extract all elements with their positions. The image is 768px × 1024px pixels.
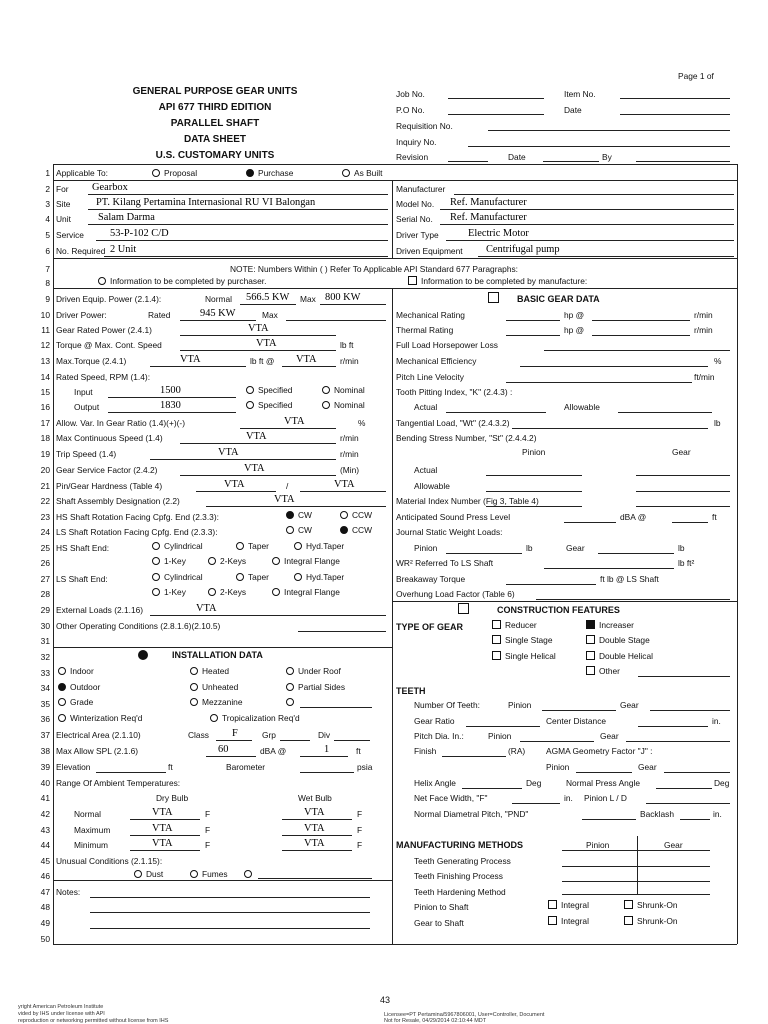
wr2-label: WR² Referred To LS Shaft <box>396 558 494 568</box>
service-value[interactable]: 53-P-102 C/D <box>110 228 169 239</box>
gear-rated-power-label: Gear Rated Power (2.4.1) <box>56 325 152 335</box>
grade-option[interactable]: Grade <box>58 697 93 707</box>
output-specified-option[interactable]: Specified <box>246 400 292 410</box>
minimum-dry-value[interactable]: VTA <box>152 838 173 849</box>
page-footer-number: 43 <box>380 995 391 1005</box>
serial-no-label: Serial No. <box>396 214 433 224</box>
radio-unchecked-icon <box>272 557 280 565</box>
manufacturer-legend: Information to be completed by manufacture: <box>408 276 587 286</box>
applicable-to-label: Applicable To: <box>56 168 108 178</box>
manufacturer-label: Manufacturer <box>396 184 446 194</box>
radio-unchecked-icon <box>152 588 160 596</box>
radio-unchecked-icon <box>286 667 294 675</box>
radio-unchecked-icon <box>342 169 350 177</box>
radio-unchecked-icon <box>246 401 254 409</box>
other-install-option[interactable] <box>286 697 298 707</box>
construction-features-heading: CONSTRUCTION FEATURES <box>458 603 620 615</box>
driven-equipment-value[interactable]: Centrifugal pump <box>486 244 560 255</box>
as-built-option[interactable]: As Built <box>342 168 382 178</box>
mezzanine-option[interactable]: Mezzanine <box>190 697 243 707</box>
radio-unchecked-icon <box>190 667 198 675</box>
item-no-label: Item No. <box>564 89 596 99</box>
gear-rated-power-value[interactable]: VTA <box>248 323 269 334</box>
section-marker-icon <box>138 650 148 660</box>
maximum-dry-value[interactable]: VTA <box>152 823 173 834</box>
gear-shrunk-checkbox[interactable]: Shrunk-On <box>624 916 678 926</box>
driver-type-value[interactable]: Electric Motor <box>468 228 529 239</box>
allow-var-value[interactable]: VTA <box>284 416 305 427</box>
for-value[interactable]: Gearbox <box>92 182 128 193</box>
unit-value[interactable]: Salam Darma <box>98 212 155 223</box>
normal-power-value[interactable]: 566.5 KW <box>246 292 290 303</box>
radio-unchecked-icon <box>190 683 198 691</box>
pinion-hardness-value[interactable]: VTA <box>224 479 245 490</box>
max-spl-label: Max Allow SPL (2.1.6) <box>56 746 139 756</box>
input-specified-option[interactable]: Specified <box>246 385 292 395</box>
allow-var-label: Allow. Var. In Gear Ratio (1.4)(+)(-) <box>56 418 185 428</box>
service-factor-label: Gear Service Factor (2.4.2) <box>56 465 158 475</box>
radio-checked-icon <box>246 169 254 177</box>
other-gear-checkbox[interactable]: Other <box>586 666 620 676</box>
breakaway-torque-label: Breakaway Torque <box>396 574 466 584</box>
gear-integral-checkbox[interactable]: Integral <box>548 916 589 926</box>
model-no-value[interactable]: Ref. Manufacturer <box>450 197 527 208</box>
checkbox-unchecked-icon <box>492 635 501 644</box>
radio-unchecked-icon <box>134 870 142 878</box>
hs-1key-option[interactable]: 1-Key <box>152 556 186 566</box>
purchaser-legend: Information to be completed by purchaser. <box>98 276 266 286</box>
hs-cylindrical-option[interactable]: Cylindrical <box>152 541 203 551</box>
sound-press-level-label: Anticipated Sound Press Level <box>396 512 511 522</box>
checkbox-unchecked-icon <box>624 916 633 925</box>
fumes-option[interactable]: Fumes <box>190 869 228 879</box>
increaser-checkbox[interactable]: Increaser <box>586 620 634 630</box>
elevation-label: Elevation <box>56 762 91 772</box>
journal-weight-label: Journal Static Weight Loads: <box>396 527 503 537</box>
under-roof-option[interactable]: Under Roof <box>286 666 341 676</box>
radio-checked-icon <box>286 511 294 519</box>
hs-shaft-end-label: HS Shaft End: <box>56 543 110 553</box>
by-label: By <box>602 152 612 162</box>
winterization-option[interactable]: Winterization Req'd <box>58 713 142 723</box>
input-nominal-option[interactable]: Nominal <box>322 385 365 395</box>
max-torque-label: Max.Torque (2.4.1) <box>56 356 127 366</box>
service-factor-value[interactable]: VTA <box>244 463 265 474</box>
radio-unchecked-icon <box>58 714 66 722</box>
radio-unchecked-icon <box>208 588 216 596</box>
trip-speed-value[interactable]: VTA <box>218 447 239 458</box>
basic-gear-data-heading: BASIC GEAR DATA <box>488 292 600 304</box>
radio-unchecked-icon <box>322 401 330 409</box>
checkbox-unchecked-icon <box>492 651 501 660</box>
ls-ccw-option[interactable]: CCW <box>340 525 372 535</box>
no-required-value[interactable]: 2 Unit <box>110 244 137 255</box>
bending-stress-label: Bending Stress Number, "St" (2.4.4.2) <box>396 433 537 443</box>
radio-unchecked-icon <box>286 683 294 691</box>
single-helical-checkbox[interactable]: Single Helical <box>492 651 556 661</box>
overhung-load-label: Overhung Load Factor (Table 6) <box>396 589 515 599</box>
copyright-line-3: reproduction or networking permitted without license from IHS <box>18 1018 169 1024</box>
no-required-label: No. Required <box>56 246 106 256</box>
indoor-option[interactable]: Indoor <box>58 666 94 676</box>
thermal-rating-label: Thermal Rating <box>396 325 454 335</box>
license-line-2: Not for Resale, 04/29/2014 02:10:44 MDT <box>384 1018 487 1024</box>
spl-value[interactable]: 60 <box>218 744 229 755</box>
normal-dry-value[interactable]: VTA <box>152 807 173 818</box>
teeth-heading: TEETH <box>396 686 426 696</box>
radio-unchecked-icon <box>152 557 160 565</box>
checkbox-unchecked-icon <box>624 900 633 909</box>
reducer-checkbox[interactable]: Reducer <box>492 620 537 630</box>
checkbox-unchecked-icon <box>586 651 595 660</box>
outdoor-option[interactable]: Outdoor <box>58 682 100 692</box>
hs-taper-option[interactable]: Taper <box>236 541 269 551</box>
pitch-line-velocity-label: Pitch Line Velocity <box>396 372 464 382</box>
external-loads-value[interactable]: VTA <box>196 603 217 614</box>
inquiry-no-label: Inquiry No. <box>396 137 437 147</box>
radio-unchecked-icon <box>322 386 330 394</box>
notes-label: Notes: <box>56 887 81 897</box>
unusual-conditions-label: Unusual Conditions (2.1.15): <box>56 856 163 866</box>
radio-unchecked-icon <box>58 667 66 675</box>
checkbox-unchecked-icon <box>548 916 557 925</box>
radio-unchecked-icon <box>340 511 348 519</box>
output-nominal-option[interactable]: Nominal <box>322 400 365 410</box>
full-load-hp-loss-label: Full Load Horsepower Loss <box>396 340 498 350</box>
other-condition-option[interactable] <box>244 869 256 879</box>
gear-hardness-value[interactable]: VTA <box>334 479 355 490</box>
checkbox-unchecked-icon <box>586 635 595 644</box>
pinion-shrunk-checkbox[interactable]: Shrunk-On <box>624 900 678 910</box>
serial-no-value[interactable]: Ref. Manufacturer <box>450 212 527 223</box>
unit-label: Unit <box>56 214 71 224</box>
radio-unchecked-icon <box>190 698 198 706</box>
max-cont-speed-label: Max Continuous Speed (1.4) <box>56 433 163 443</box>
hs-ccw-option[interactable]: CCW <box>340 510 372 520</box>
mechanical-rating-label: Mechanical Rating <box>396 310 465 320</box>
double-helical-checkbox[interactable]: Double Helical <box>586 651 653 661</box>
copyright-line-1: yright American Petroleum Institute <box>18 1004 104 1010</box>
maximum-wet-value[interactable]: VTA <box>304 823 325 834</box>
radio-checked-icon <box>58 683 66 691</box>
hs-rotation-label: HS Shaft Rotation Facing Cpfg. End (2.3.3): <box>56 512 219 522</box>
max-cont-speed-value[interactable]: VTA <box>246 431 267 442</box>
spl-distance-value[interactable]: 1 <box>324 744 330 755</box>
tropicalization-option[interactable]: Tropicalization Req'd <box>210 713 300 723</box>
radio-unchecked-icon <box>294 542 302 550</box>
installation-data-heading: INSTALLATION DATA <box>138 650 263 660</box>
double-stage-checkbox[interactable]: Double Stage <box>586 635 650 645</box>
ls-cw-option[interactable]: CW <box>286 525 312 535</box>
shaft-assembly-label: Shaft Assembly Designation (2.2) <box>56 496 180 506</box>
radio-unchecked-icon <box>152 573 160 581</box>
po-no-label: P.O No. <box>396 105 425 115</box>
job-no-label: Job No. <box>396 89 425 99</box>
checkbox-checked-icon <box>586 620 595 629</box>
driver-power-label: Driver Power: <box>56 310 107 320</box>
class-value[interactable]: F <box>232 728 238 739</box>
radio-unchecked-icon <box>286 526 294 534</box>
license-line-1: Licensee=PT Pertamina/5967806001, User=Controller, Document <box>384 1012 545 1018</box>
purchase-option[interactable]: Purchase <box>246 168 293 178</box>
rated-power-value[interactable]: 945 KW <box>200 308 236 319</box>
tangential-load-label: Tangential Load, "Wt" (2.4.3.2) <box>396 418 510 428</box>
mechanical-efficiency-label: Mechanical Efficiency <box>396 356 477 366</box>
ls-integral-flange-option[interactable]: Integral Flange <box>272 587 340 597</box>
ls-rotation-label: LS Shaft Rotation Facing Cpfg. End (2.3.3): <box>56 527 218 537</box>
partial-sides-option[interactable]: Partial Sides <box>286 682 345 692</box>
for-label: For <box>56 184 69 194</box>
single-stage-checkbox[interactable]: Single Stage <box>492 635 553 645</box>
dust-option[interactable]: Dust <box>134 869 163 879</box>
hs-2keys-option[interactable]: 2-Keys <box>208 556 246 566</box>
hs-hydtaper-option[interactable]: Hyd.Taper <box>294 541 344 551</box>
hs-integral-flange-option[interactable]: Integral Flange <box>272 556 340 566</box>
checkbox-unchecked-icon <box>586 666 595 675</box>
radio-unchecked-icon <box>58 698 66 706</box>
minimum-wet-value[interactable]: VTA <box>304 838 325 849</box>
radio-unchecked-icon <box>246 386 254 394</box>
shaft-assembly-value[interactable]: VTA <box>274 494 295 505</box>
model-no-label: Model No. <box>396 199 435 209</box>
date-label: Date <box>564 105 582 115</box>
radio-unchecked-icon <box>244 870 252 878</box>
radio-checked-icon <box>340 526 348 534</box>
pinion-integral-checkbox[interactable]: Integral <box>548 900 589 910</box>
radio-unchecked-icon <box>190 870 198 878</box>
service-label: Service <box>56 230 84 240</box>
normal-wet-value[interactable]: VTA <box>304 807 325 818</box>
external-loads-label: External Loads (2.1.16) <box>56 605 144 615</box>
input-speed-value[interactable]: 1500 <box>160 385 181 396</box>
square-icon <box>408 276 417 285</box>
output-speed-value[interactable]: 1830 <box>160 400 181 411</box>
radio-unchecked-icon <box>210 714 218 722</box>
revision-date-label: Date <box>508 152 526 162</box>
trip-speed-label: Trip Speed (1.4) <box>56 449 117 459</box>
site-value[interactable]: PT. Kilang Pertamina Internasional RU VI Balongan <box>96 197 316 208</box>
page-number: Page 1 of <box>678 71 714 81</box>
hs-cw-option[interactable]: CW <box>286 510 312 520</box>
driven-equipment-label: Driven Equipment <box>396 246 463 256</box>
radio-unchecked-icon <box>236 573 244 581</box>
proposal-option[interactable]: Proposal <box>152 168 197 178</box>
revision-label: Revision <box>396 152 429 162</box>
radio-unchecked-icon <box>208 557 216 565</box>
radio-unchecked-icon <box>236 542 244 550</box>
ls-shaft-end-label: LS Shaft End: <box>56 574 108 584</box>
type-of-gear-label: TYPE OF GEAR <box>396 622 464 632</box>
note-text: NOTE: Numbers Within ( ) Refer To Applicable API Standard 677 Paragraphs: <box>230 264 518 274</box>
other-operating-label: Other Operating Conditions (2.8.1.6)(2.10.5) <box>56 621 221 631</box>
radio-unchecked-icon <box>152 542 160 550</box>
driven-equip-power-label: Driven Equip. Power (2.1.4): <box>56 294 162 304</box>
tooth-pitting-label: Tooth Pitting Index, "K" (2.4.3) : <box>396 387 513 397</box>
driver-type-label: Driver Type <box>396 230 439 240</box>
site-label: Site <box>56 199 71 209</box>
material-index-label: Material Index Number (Fig 3, Table 4) <box>396 496 539 506</box>
ls-taper-option[interactable]: Taper <box>236 572 269 582</box>
unheated-option[interactable]: Unheated <box>190 682 238 692</box>
hardness-label: Pin/Gear Hardness (Table 4) <box>56 481 163 491</box>
radio-unchecked-icon <box>272 588 280 596</box>
square-icon <box>458 603 469 614</box>
radio-unchecked-icon <box>152 169 160 177</box>
radio-unchecked-icon <box>294 573 302 581</box>
checkbox-unchecked-icon <box>492 620 501 629</box>
manufacturing-methods-heading: MANUFACTURING METHODS <box>396 840 523 850</box>
requisition-no-label: Requisition No. <box>396 121 453 131</box>
max-power-value[interactable]: 800 KW <box>325 292 361 303</box>
heated-option[interactable]: Heated <box>190 666 229 676</box>
ambient-temps-label: Range Of Ambient Temperatures: <box>56 778 181 788</box>
square-icon <box>488 292 499 303</box>
torque-value[interactable]: VTA <box>256 338 277 349</box>
radio-unchecked-icon <box>286 698 294 706</box>
copyright-line-2: vided by IHS under license with API <box>18 1011 105 1017</box>
checkbox-unchecked-icon <box>548 900 557 909</box>
max-torque-value[interactable]: VTA <box>180 354 201 365</box>
ls-1key-option[interactable]: 1-Key <box>152 587 186 597</box>
rated-speed-label: Rated Speed, RPM (1.4): <box>56 372 151 382</box>
max-torque-speed-value[interactable]: VTA <box>296 354 317 365</box>
ls-cylindrical-option[interactable]: Cylindrical <box>152 572 203 582</box>
electrical-area-label: Electrical Area (2.1.10) <box>56 730 141 740</box>
circle-icon <box>98 277 106 285</box>
ls-2keys-option[interactable]: 2-Keys <box>208 587 246 597</box>
ls-hydtaper-option[interactable]: Hyd.Taper <box>294 572 344 582</box>
torque-label: Torque @ Max. Cont. Speed <box>56 340 162 350</box>
